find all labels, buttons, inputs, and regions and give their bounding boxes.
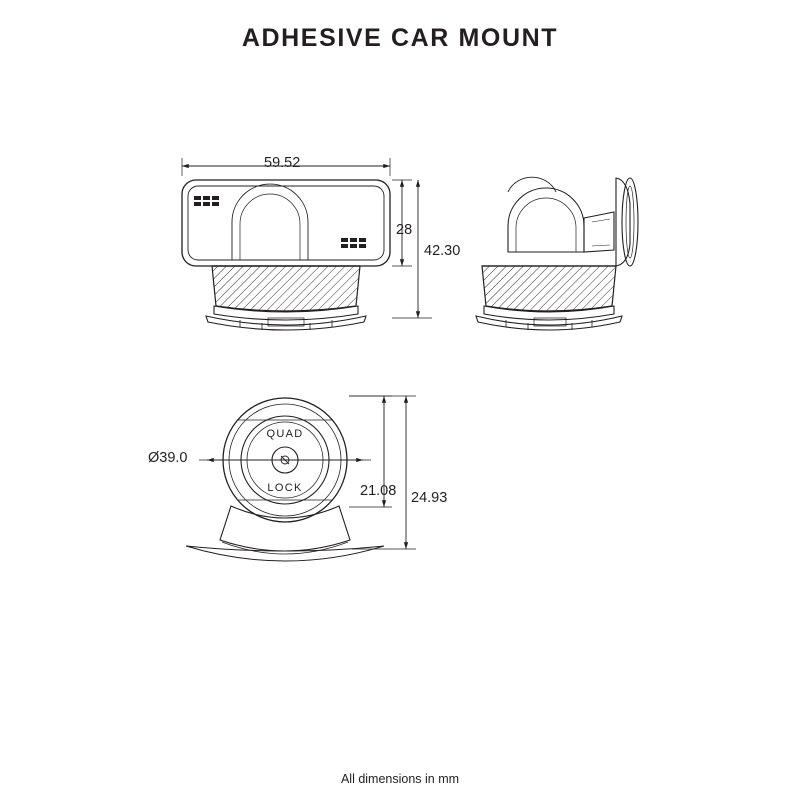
front-view: [182, 158, 432, 330]
svg-text:QUAD: QUAD: [266, 428, 304, 440]
dim-top-inner-height: 21.08: [360, 483, 397, 499]
dim-top-outer-height: 24.93: [411, 490, 448, 506]
dim-front-width: 59.52: [264, 155, 301, 171]
svg-text:LOCK: LOCK: [267, 482, 303, 494]
footer-note: All dimensions in mm: [340, 772, 460, 786]
dim-front-head-height: 28: [396, 222, 413, 238]
top-view: [186, 396, 416, 561]
page-title: ADHESIVE CAR MOUNT: [241, 24, 559, 52]
dim-front-total-height: 42.30: [424, 243, 461, 259]
side-view: [476, 177, 638, 330]
dim-top-diameter: Ø39.0: [148, 450, 188, 466]
